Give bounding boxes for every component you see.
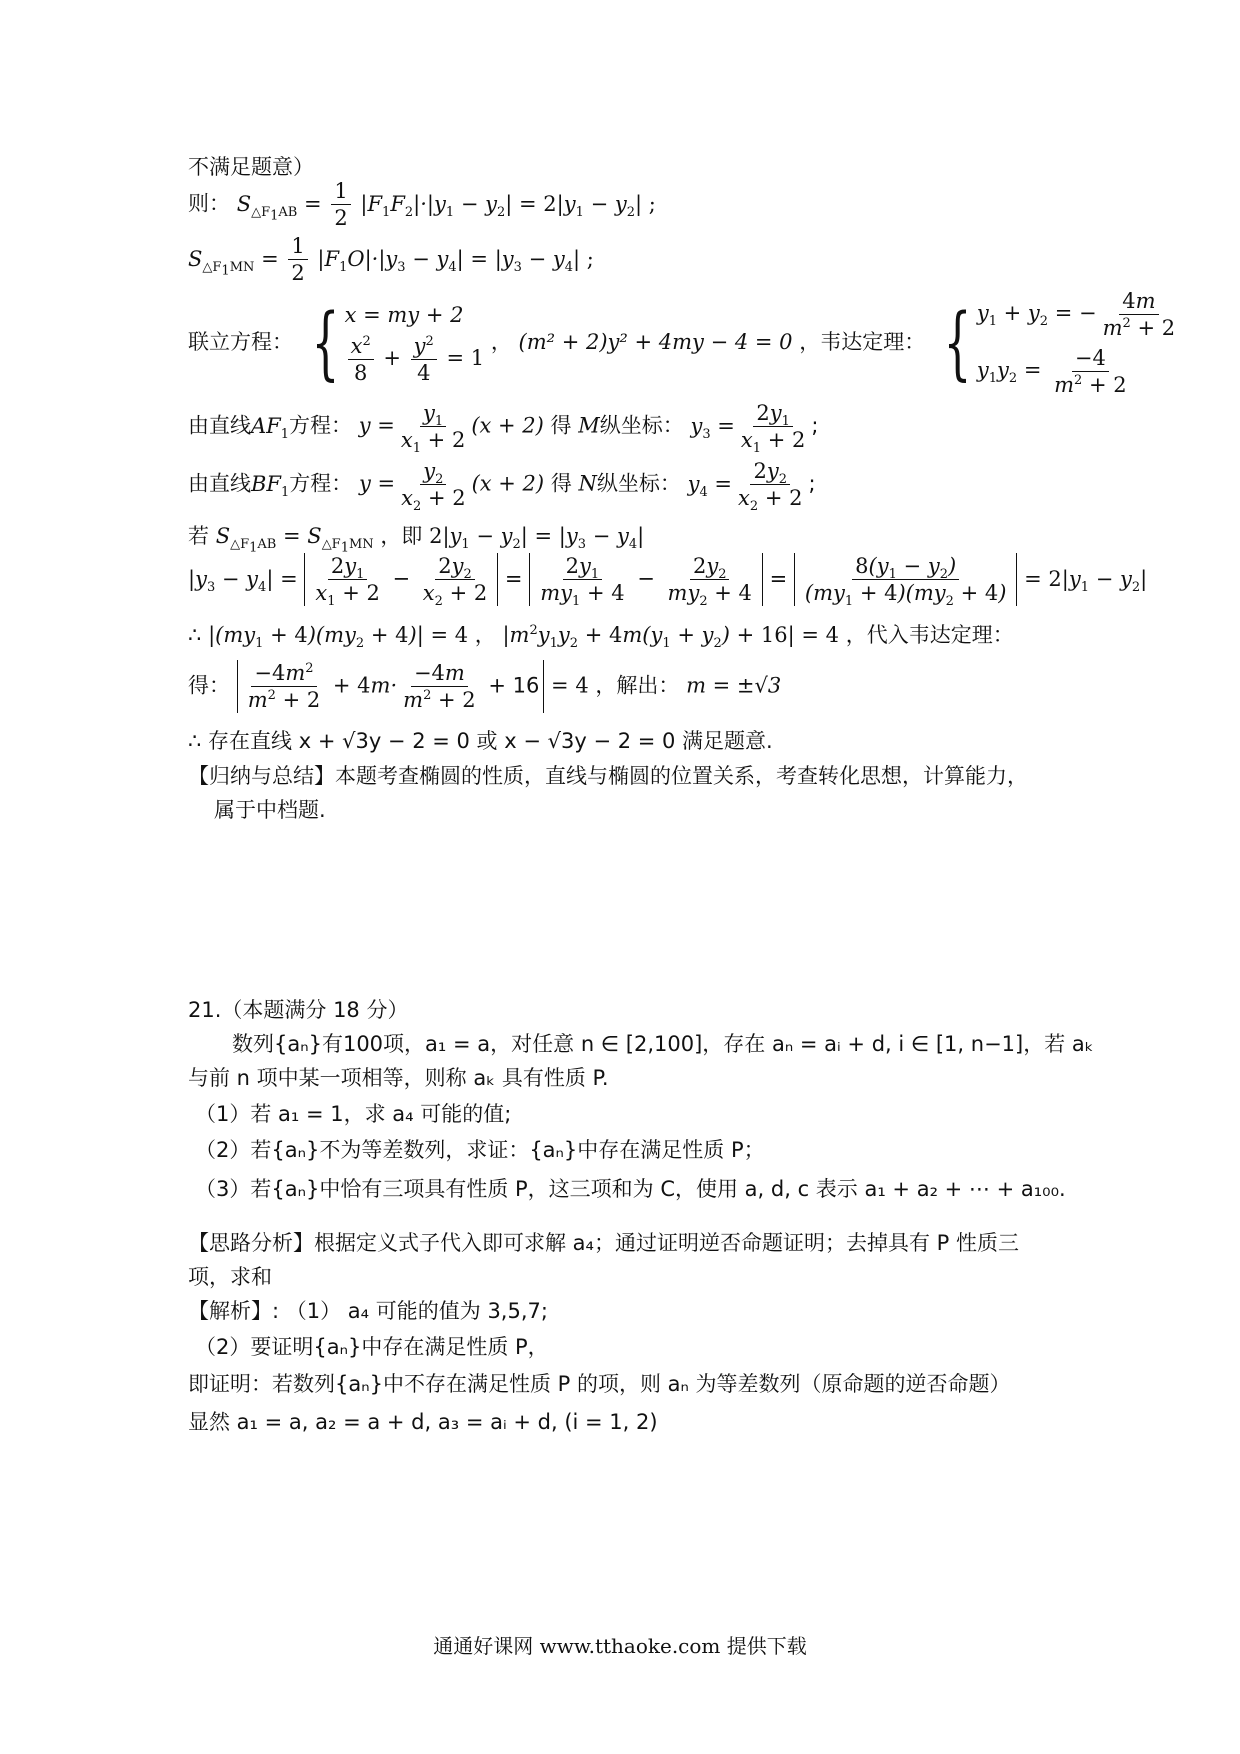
comma: ， [474,623,496,647]
problem-statement: 与前 n 项中某一项相等，则称 aₖ 具有性质 P. [188,1066,609,1090]
formula: $S_{\triangle F_1AB}$ = [236,191,322,224]
problem-statement: 数列{aₙ}有100项，a₁ = a，对任意 n ∈ [2,100]，存在 aₙ = aᵢ + d, i ∈ [1, n−1]，若 aₖ [232,1032,1094,1056]
solution-1 [188,1297,548,1325]
idea-label: 【思路分析】 [188,1231,314,1255]
condition-line: 若 $S_{\triangle F_1AB} = S_{\triangle F_1MN}$ ，即 $2|y_1 - y_2| = |y_3 - y_4|$ [188,524,645,556]
therefore-symbol: ∴ [188,623,202,647]
idea-text: 根据定义式子代入即可求解 a₄；通过证明逆否命题证明；去掉具有 P 性质三 [314,1231,1019,1255]
text-line: 不满足题意） [188,155,314,179]
solution-text: （1） a₄ 可能的值为 3,5,7; [285,1299,548,1323]
long-equation: $|y_3 - y_4|$ = $\frac{2y_1}{x_1 + 2}$ − $\frac{2y_2}{x_2 + 2}$ = $\frac{2y_1}{my_1 + 4}$ − $\frac{2y_2}{my_2 + 4}$ = $\frac{8(y_1 - y_2)}{(my_1 + 4)(my_2 + 4)}$ = $2|y_1 - y_2|$ [188,554,1148,610]
quadratic-equation: (m² + 2)y² + 4my − 4 = 0 [518,330,793,354]
comma: ， [490,330,512,354]
label: 若 [188,524,209,548]
equation-area-f1ab [188,178,656,231]
solution-value: m = ±√3 [686,673,782,698]
line-bf1: 由直线$BF_1$方程： y = $\frac{y_2}{x_2 + 2}$ (x + 2) 得 N纵坐标： $y_4$ = $\frac{2y_2}{x_2 + 2}$ ; [188,459,816,515]
summary-cont: 属于中档题. [214,798,326,822]
idea-cont: 项，求和 [188,1265,272,1289]
problem-heading: 21.（本题满分 18 分） [188,998,409,1022]
question-2: （2）若{aₙ}不为等差数列，求证：{aₙ}中存在满足性质 P； [195,1138,765,1162]
formula: $S_{\triangle F_1MN}$ = [188,246,279,279]
solution-3: 即证明：若数列{aₙ}中不存在满足性质 P 的项，则 aₙ 为等差数列（原命题的逆否命题） [188,1372,1011,1396]
label: ，代入韦达定理： [845,623,1014,647]
fraction: $\frac{1}{2}$ [331,178,350,231]
summary [188,762,1028,790]
label: ，即 [380,524,423,548]
equation-area-f1mn [188,233,594,286]
idea-analysis [188,1229,1019,1257]
label: ，解出： [595,673,680,698]
system-brace: { x = my + 2 $\frac{x^2}{8}$ + $\frac{y^2}{4}$ = 1 [311,296,485,389]
label: 得： [188,673,230,698]
vieta-system: { $y_1 + y_2$ = − $\frac{4m}{m^2 + 2}$ $y_1y_2$ = $\frac{-4}{m^2 + 2}$ [943,289,1176,397]
line-af1: 由直线$AF_1$方程： y = $\frac{y_1}{x_1 + 2}$ (x + 2) 得 M纵坐标： $y_3$ = $\frac{2y_1}{x_1 + 2}$ ; [188,401,819,457]
conclusion-line: ∴ 存在直线 x + √3y − 2 = 0 或 x − √3y − 2 = 0 满足题意. [188,729,773,753]
label-system: 联立方程： [188,330,293,354]
label: 方程： [289,413,353,438]
fraction: $\frac{1}{2}$ [288,233,307,286]
formula: $|F_1F_2|\cdot|y_1 - y_2| = 2|y_1 - y_2|$ ; [360,191,656,220]
equation-system [188,288,1181,398]
label: 纵坐标： [599,413,684,438]
label: 得 [550,471,572,496]
solution-label: 【解析】: [188,1299,280,1323]
label: 得 [550,413,572,438]
therefore-line: ∴ $|(my_1 + 4)(my_2 + 4)| = 4$ ， $|m^2y_1y_2 + 4m(y_1 + y_2) + 16| = 4$ ，代入韦达定理： [188,623,1014,652]
label: 由直线 [188,413,251,438]
result-line: 得： $\frac{-4m^2}{m^2 + 2}$ + 4m· $\frac{-4m}{m^2 + 2}$ + 16 = 4 ，解出： m = ±√3 [188,661,782,712]
page-footer: 通通好课网 www.tthaoke.com 提供下载 [433,1634,807,1658]
label: 方程： [289,471,353,496]
solution-4: 显然 a₁ = a, a₂ = a + d, a₃ = aᵢ + d, (i = 1, 2) [188,1410,658,1434]
label-vieta: ，韦达定理： [799,330,926,354]
label-then: 则： [188,191,230,216]
summary-label: 【归纳与总结】 [188,764,335,788]
abs-group: $\frac{2y_1}{x_1 + 2}$ − $\frac{2y_2}{x_2 + 2}$ [304,553,498,606]
label: 由直线 [188,471,251,496]
formula: $|F_1O|\cdot|y_3 - y_4| = |y_3 - y_4|$ ; [317,246,594,275]
label: 纵坐标： [596,471,681,496]
question-3: （3）若{aₙ}中恰有三项具有性质 P，这三项和为 C，使用 a, d, c 表示 a₁ + a₂ + ⋯ + a₁₀₀. [195,1177,1066,1201]
summary-text: 本题考查椭圆的性质，直线与椭圆的位置关系，考查转化思想，计算能力， [335,764,1028,788]
abs-group: $\frac{2y_1}{my_1 + 4}$ − $\frac{2y_2}{my_2 + 4}$ [529,553,763,606]
solution-2: （2）要证明{aₙ}中存在满足性质 P， [195,1335,549,1359]
abs-group: $\frac{-4m^2}{m^2 + 2}$ + 4m· $\frac{-4m}{m^2 + 2}$ + 16 [237,660,545,713]
question-1: （1）若 a₁ = 1，求 a₄ 可能的值; [195,1102,512,1126]
abs-group: $\frac{8(y_1 - y_2)}{(my_1 + 4)(my_2 + 4)}$ [794,553,1018,606]
